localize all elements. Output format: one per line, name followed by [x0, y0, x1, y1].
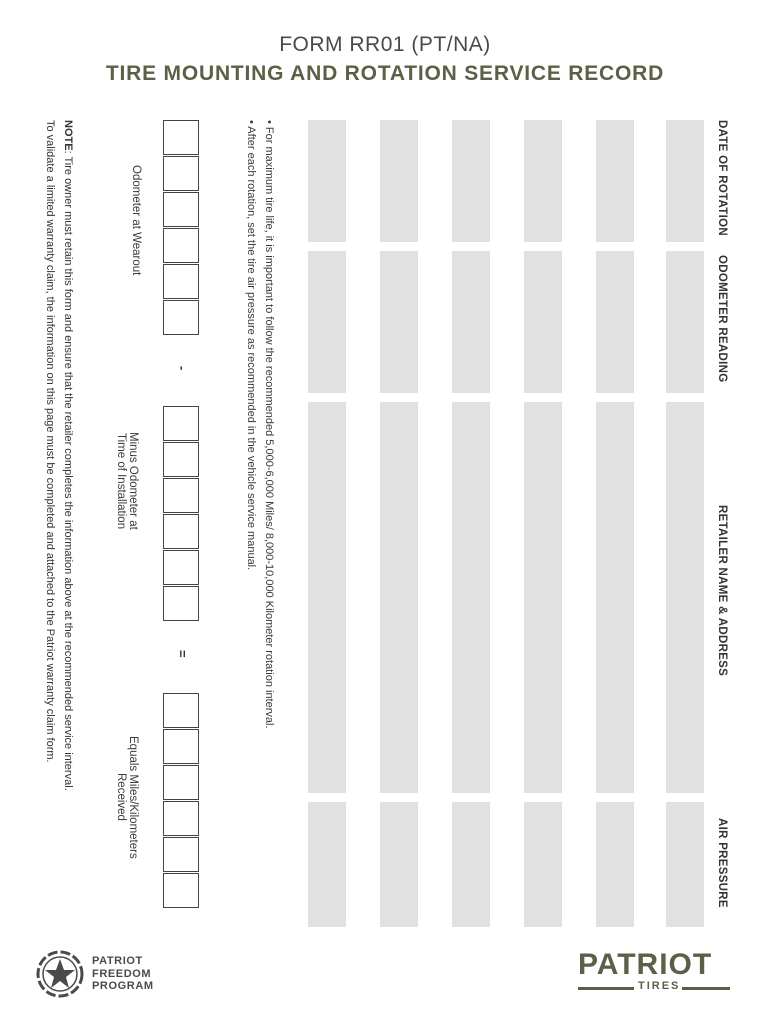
program-line-1: PATRIOT — [92, 955, 143, 967]
odometer-digit-box[interactable] — [163, 120, 199, 155]
note-retain-form — [62, 120, 74, 791]
record-cell-date[interactable] — [596, 120, 634, 242]
program-line-3: PROGRAM — [92, 980, 154, 992]
record-cell-retailer[interactable] — [380, 402, 418, 793]
record-cell-pressure[interactable] — [596, 802, 634, 927]
note-line1: : Tire owner must retain this form and ensure that the retailer completes the information above at the recommended service interval. — [62, 150, 74, 791]
record-cell-odometer[interactable] — [596, 251, 634, 393]
patriot-freedom-program-star-icon — [36, 950, 84, 998]
record-cell-date[interactable] — [308, 120, 346, 242]
odometer-digit-box[interactable] — [163, 550, 199, 585]
record-cell-date[interactable] — [452, 120, 490, 242]
equals-symbol: = — [175, 650, 190, 658]
record-cell-date[interactable] — [380, 120, 418, 242]
patriot-freedom-program-text — [92, 955, 154, 993]
instruction-air-pressure: • After each rotation, set the tire air pressure as recommended in the vehicle service manual. — [245, 120, 257, 571]
patriot-brand-word: PATRIOT — [578, 948, 713, 981]
record-cell-retailer[interactable] — [666, 402, 704, 793]
odometer-digit-box[interactable] — [163, 228, 199, 263]
record-cell-pressure[interactable] — [452, 802, 490, 927]
record-cell-pressure[interactable] — [666, 802, 704, 927]
miles-received-label: Equals Miles/Kilometers Received — [115, 736, 139, 859]
record-cell-retailer[interactable] — [452, 402, 490, 793]
odometer-digit-box[interactable] — [163, 837, 199, 872]
tires-underline-left — [578, 987, 634, 990]
odometer-digit-box[interactable] — [163, 264, 199, 299]
instruction-rotation-interval: • For maximum tire life, it is important to follow the recommended 5,000-6,000 Miles/ 8,000-10,000 Kilometer rotation interval. — [263, 120, 275, 729]
odometer-digit-box[interactable] — [163, 765, 199, 800]
odometer-wearout-label: Odometer at Wearout — [130, 165, 142, 276]
record-cell-odometer[interactable] — [452, 251, 490, 393]
record-cell-pressure[interactable] — [380, 802, 418, 927]
header-retailer-name-address: RETAILER NAME & ADDRESS — [716, 505, 728, 677]
odometer-installation-boxes — [163, 406, 201, 621]
record-cell-odometer[interactable] — [524, 251, 562, 393]
record-cell-retailer[interactable] — [524, 402, 562, 793]
odometer-digit-box[interactable] — [163, 156, 199, 191]
record-cell-retailer[interactable] — [596, 402, 634, 793]
odometer-digit-box[interactable] — [163, 873, 199, 908]
header-date-of-rotation: DATE OF ROTATION — [716, 120, 728, 236]
record-cell-pressure[interactable] — [308, 802, 346, 927]
patriot-tires-logo — [578, 948, 738, 994]
tires-underline-right — [682, 987, 730, 990]
tires-brand-word: TIRES — [638, 980, 681, 992]
odometer-digit-box[interactable] — [163, 192, 199, 227]
odometer-digit-box[interactable] — [163, 406, 199, 441]
header-odometer-reading: ODOMETER READING — [716, 255, 728, 383]
record-cell-odometer[interactable] — [308, 251, 346, 393]
form-number: FORM RR01 (PT/NA) — [279, 33, 491, 56]
program-line-2: FREEDOM — [92, 967, 152, 980]
record-cell-retailer[interactable] — [308, 402, 346, 793]
odometer-digit-box[interactable] — [163, 586, 199, 621]
record-cell-date[interactable] — [524, 120, 562, 242]
miles-received-boxes — [163, 693, 201, 908]
header-air-pressure: AIR PRESSURE — [716, 818, 728, 908]
record-cell-date[interactable] — [666, 120, 704, 242]
odometer-digit-box[interactable] — [163, 442, 199, 477]
odometer-digit-box[interactable] — [163, 693, 199, 728]
note-label: NOTE — [62, 120, 74, 151]
record-cell-odometer[interactable] — [380, 251, 418, 393]
minus-symbol: - — [175, 366, 190, 371]
odometer-wearout-boxes — [163, 120, 201, 335]
record-cell-pressure[interactable] — [524, 802, 562, 927]
odometer-digit-box[interactable] — [163, 514, 199, 549]
note-validate-claim: To validate a limited warranty claim, the information on this page must be completed and attached to the Patriot warranty claim form. — [44, 120, 56, 763]
form-title: TIRE MOUNTING AND ROTATION SERVICE RECORD — [105, 62, 665, 85]
odometer-digit-box[interactable] — [163, 729, 199, 764]
record-cell-odometer[interactable] — [666, 251, 704, 393]
odometer-digit-box[interactable] — [163, 478, 199, 513]
odometer-digit-box[interactable] — [163, 801, 199, 836]
odometer-digit-box[interactable] — [163, 300, 199, 335]
odometer-installation-label: Minus Odometer at Time of Installation — [115, 432, 139, 530]
